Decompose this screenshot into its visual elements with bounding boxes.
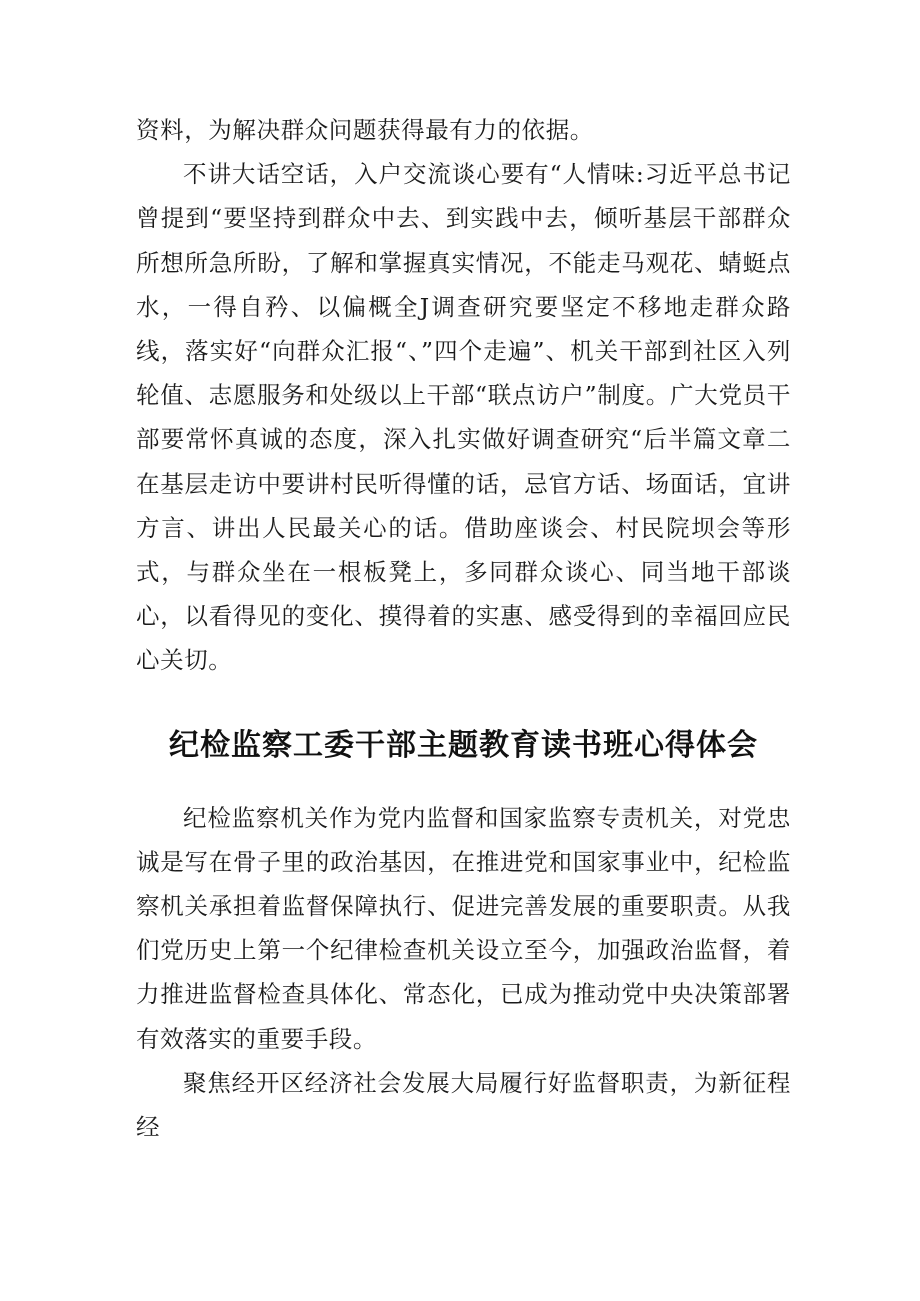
- paragraph-focus-development: 聚焦经开区经济社会发展大局履行好监督职责，为新征程经: [136, 1068, 791, 1142]
- paragraph-supervision-role: 纪检监察机关作为党内监督和国家监察专责机关，对党忠诚是写在骨子里的政治基因，在推进党和国家事业中，纪检监察机关承担着监督保障执行、促进完善发展的重要职责。从我们党历史上第一个纪律检查机关设立至今，加强政治监督，着力推进监督检查具体化、常态化，已成为推动党中央决策部署有效落实的重要手段。: [136, 803, 791, 1053]
- article-title: 纪检监察工委干部主题教育读书班心得体会: [169, 727, 758, 763]
- paragraph-fieldwork-dialogue: 不讲大话空话，入户交流谈心要有“人情味:习近平总书记曾提到“要坚持到群众中去、到实践中去，倾听基层干部群众所想所急所盼，了解和掌握真实情况，不能走马观花、蜻蜓点水，一得自矜、以偏概全J调查研究要坚定不移地走群众路线，落实好“向群众汇报“、”四个走遍”、机关干部到社区入列轮值、志愿服务和处级以上干部“联点访户”制度。广大党员干部要常怀真诚的态度，深入扎实做好调查研究“后半篇文章二在基层走访中要讲村民听得懂的话，忌官方话、场面话，宜讲方言、讲出人民最关心的话。借助座谈会、村民院坝会等形式，与群众坐在一根板凳上，多同群众谈心、同当地干部谈心，以看得见的变化、摸得着的实惠、感受得到的幸福回应民心关切。: [136, 160, 791, 675]
- paragraph-continued: 资料，为解决群众问题获得最有力的依据。: [136, 116, 594, 144]
- document-page: [136, 108, 791, 1149]
